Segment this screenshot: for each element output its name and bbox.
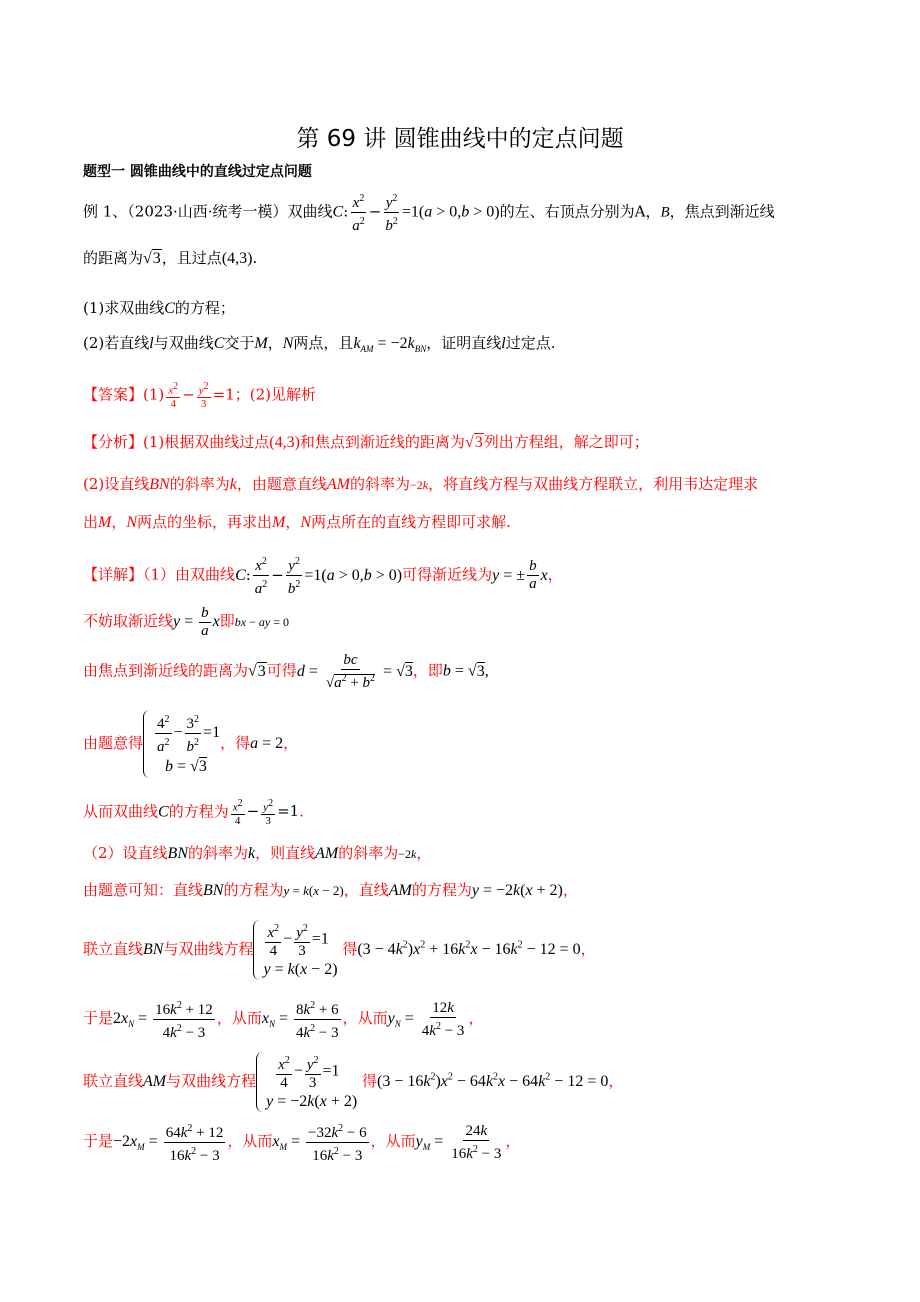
detail-line-7: 由题意可知：直线BN的方程为y = k(x − 2)，直线AM的方程为y = −2k(x + 2)， (83, 881, 578, 899)
detail-line-3: 由焦点到渐近线的距离为√3可得d = $\frac{bc}{√a^2 + b^2}$ = √3，即b = √3, (83, 652, 489, 691)
analysis-label: 【分析】 (83, 433, 144, 451)
question-part-1: (1)求双曲线C的方程； (83, 299, 235, 317)
detail-line-2: 不妨取渐近线y = $\frac{b}{a}$ x即bx − ay = 0 (83, 605, 289, 639)
detail-line-5: 从而双曲线C的方程为 $\frac{x^2}{4}$ − $\frac{y^2}{3}$ =1. (83, 798, 304, 827)
analysis-line-1: 【分析】(1)根据双曲线过点(4,3)和焦点到渐近线的距离为√3列出方程组，解之即可； (83, 433, 649, 451)
detail-label: 【详解】 (83, 565, 144, 584)
detail-line-8: 联立直线BN与双曲线方程 $\frac{x^2}{4}$ − $\frac{y^2}{3}$ =1 y = k(x − 2) 得$(3 - 4k^2)x^2 + 16k^2x - 16k^2 - 12 = 0$， (83, 920, 596, 980)
detail-line-6: （2）设直线BN的斜率为k，则直线AM的斜率为−2k， (83, 844, 432, 862)
answer-line: 【答案】(1) $\frac{x^2}{4}$ − $\frac{y^2}{3}$ =1；(2)见解析 (83, 381, 316, 410)
example-prefix: 例 1、（2023·山西·统考一模）双曲线 (83, 202, 333, 221)
detail-line-11: 于是$-2x_M$ = $\frac{64k^2 + 12}{16k^2 - 3}$ ，从而$x_M$ = $\frac{-32k^2 - 6}{16k^2 - 3}$ ，从而$y_M$ = $\frac{24k}{16k^2 - 3}$ ， (83, 1120, 520, 1165)
question-part-2: (2)若直线l与双曲线C交于M，N两点，且$k_{AM} = -2k_{BN}$，证明直线l过定点. (83, 334, 556, 355)
page-title: 第 69 讲 圆锥曲线中的定点问题 (296, 126, 624, 152)
detail-line-10: 联立直线AM与双曲线方程 $\frac{x^2}{4}$ − $\frac{y^2}{3}$ =1 y = −2k(x + 2) 得$(3 - 16k^2)x^2 - 64k^2x - 64k^2 - 12 = 0$， (83, 1052, 623, 1112)
analysis-line-2: (2)设直线BN的斜率为k，由题意直线AM的斜率为−2k，将直线方程与双曲线方程联立，利用韦达定理求 (83, 475, 759, 493)
example-line-1: 例 1、（2023·山西·统考一模）双曲线C: $\frac{x^2}{a^2}$ − $\frac{y^2}{b^2}$ =1(a > 0,b > 0)的左、右顶点分别为A，B，焦点到渐近线 (83, 190, 775, 235)
point-4-3: (4,3) (221, 250, 253, 267)
detail-line-9: 于是$2x_N$ = $\frac{16k^2 + 12}{4k^2 - 3}$ ，从而$x_N$ = $\frac{8k^2 + 6}{4k^2 - 3}$ ，从而$y_N$ = $\frac{12k}{4k^2 - 3}$ ， (83, 997, 483, 1042)
analysis-line-3: 出M，N两点的坐标，再求出M，N两点所在的直线方程即可求解. (83, 513, 511, 531)
example-line-2: 的距离为√3，且过点(4,3). (83, 249, 258, 267)
sqrt-3: √3 (143, 250, 161, 267)
fraction-x2-a2: $\frac{x^2}{a^2}$ (350, 190, 367, 235)
answer-label: 【答案】 (83, 385, 144, 404)
equation-system: $\frac{4^2}{a^2}$ − $\frac{3^2}{b^2}$ =1 b = √3 (143, 710, 220, 778)
detail-line-4: 由题意得 $\frac{4^2}{a^2}$ − $\frac{3^2}{b^2}$ =1 b = √3 ，得a = 2， (83, 710, 298, 778)
fraction-y2-b2: $\frac{y^2}{b^2}$ (383, 190, 400, 235)
detail-line-1: 【详解】（1）由双曲线C: $\frac{x^2}{a^2}$ − $\frac{y^2}{b^2}$ =1(a > 0,b > 0)可得渐近线为y = ± $\frac{b}{a}$ x， (83, 553, 563, 598)
section-heading: 题型一 圆锥曲线中的直线过定点问题 (83, 164, 312, 180)
